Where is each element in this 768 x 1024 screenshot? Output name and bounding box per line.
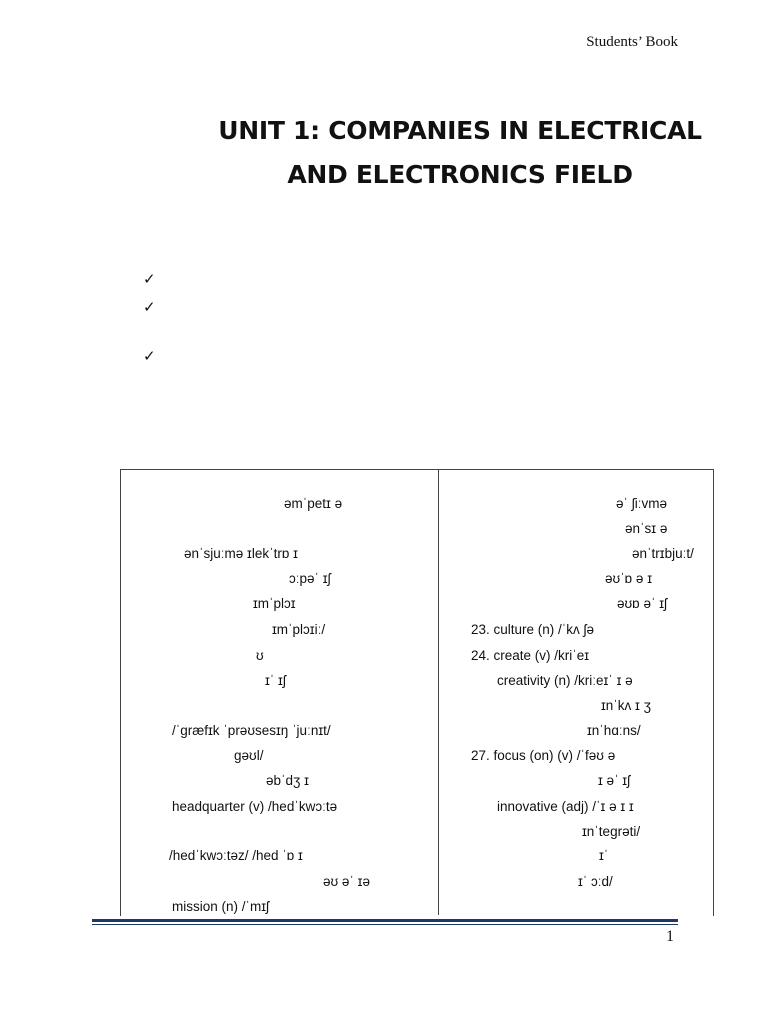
vocab-entry: ɪ əˈ ɪʃ (598, 773, 631, 788)
footer-rule-thin (92, 924, 678, 925)
vocab-entry: ɪnˈtegrəti/ (582, 824, 641, 839)
column-divider (438, 469, 439, 915)
vocab-entry: 24. create (v) /kriˈeɪ (471, 648, 590, 663)
vocab-entry: 27. focus (on) (v) /ˈfəʊ ə (471, 748, 616, 763)
vocab-entry: ɪnˈhɑːns/ (587, 723, 641, 738)
vocab-entry: ənˈsɪ ə (625, 521, 668, 536)
vocab-entry: mission (n) /ˈmɪʃ (172, 899, 270, 914)
vocab-entry: əbˈdʒ ɪ (266, 773, 309, 788)
vocab-entry: ɔːpəˈ ɪʃ (289, 571, 331, 586)
vocab-entry: əmˈpetɪ ə (284, 496, 343, 511)
checkmark-icon: ✓ (143, 347, 156, 365)
vocab-entry: ʊ (256, 648, 264, 663)
vocab-entry: ɪˈ ɔːd/ (578, 874, 613, 889)
vocab-entry: ɪˈ ɪʃ (265, 673, 286, 688)
vocab-entry: ənˈsjuːmə ɪlekˈtrɒ ɪ (184, 546, 298, 561)
vocab-entry: əʊɒ əˈ ɪʃ (617, 596, 667, 611)
page-number: 1 (666, 928, 674, 945)
vocab-entry: gəʊl/ (234, 748, 264, 763)
vocab-entry: headquarter (v) /hedˈkwɔːtə (172, 799, 338, 814)
vocab-entry: /hedˈkwɔːtəz/ /hed ˈɒ ɪ (169, 848, 303, 863)
vocab-entry: ɪˈ (599, 848, 609, 863)
vocab-entry: əʊˈɒ ə ɪ (605, 571, 652, 586)
vocab-entry: ɪnˈkʌ ɪ ʒ (601, 698, 651, 713)
vocab-entry: ɪmˈplɔɪ (253, 596, 296, 611)
book-label: Students’ Book (586, 34, 678, 50)
vocab-entry: innovative (adj) /ˈɪ ə ɪ ɪ (497, 799, 634, 814)
vocab-entry: əʊ əˈ ɪə (323, 874, 370, 889)
checkmark-icon: ✓ (143, 270, 156, 288)
vocab-entry: 23. culture (n) /ˈkʌ ʃə (471, 622, 595, 637)
unit-title-line-1: UNIT 1: COMPANIES IN ELECTRICAL (218, 116, 702, 145)
vocab-entry: ɪmˈplɔɪiː/ (272, 622, 326, 637)
footer-rule (92, 919, 678, 922)
unit-title-line-2: AND ELECTRONICS FIELD (287, 160, 633, 189)
vocab-entry: /ˈgræfɪk ˈprəʊsesɪŋ ˈjuːnɪt/ (172, 723, 331, 738)
checkmark-icon: ✓ (143, 298, 156, 316)
vocab-entry: ənˈtrɪbjuːt/ (632, 546, 694, 561)
vocab-entry: creativity (n) /kriːeɪˈ ɪ ə (497, 673, 633, 688)
vocab-entry: əˈ ʃiːvmə (616, 496, 668, 511)
